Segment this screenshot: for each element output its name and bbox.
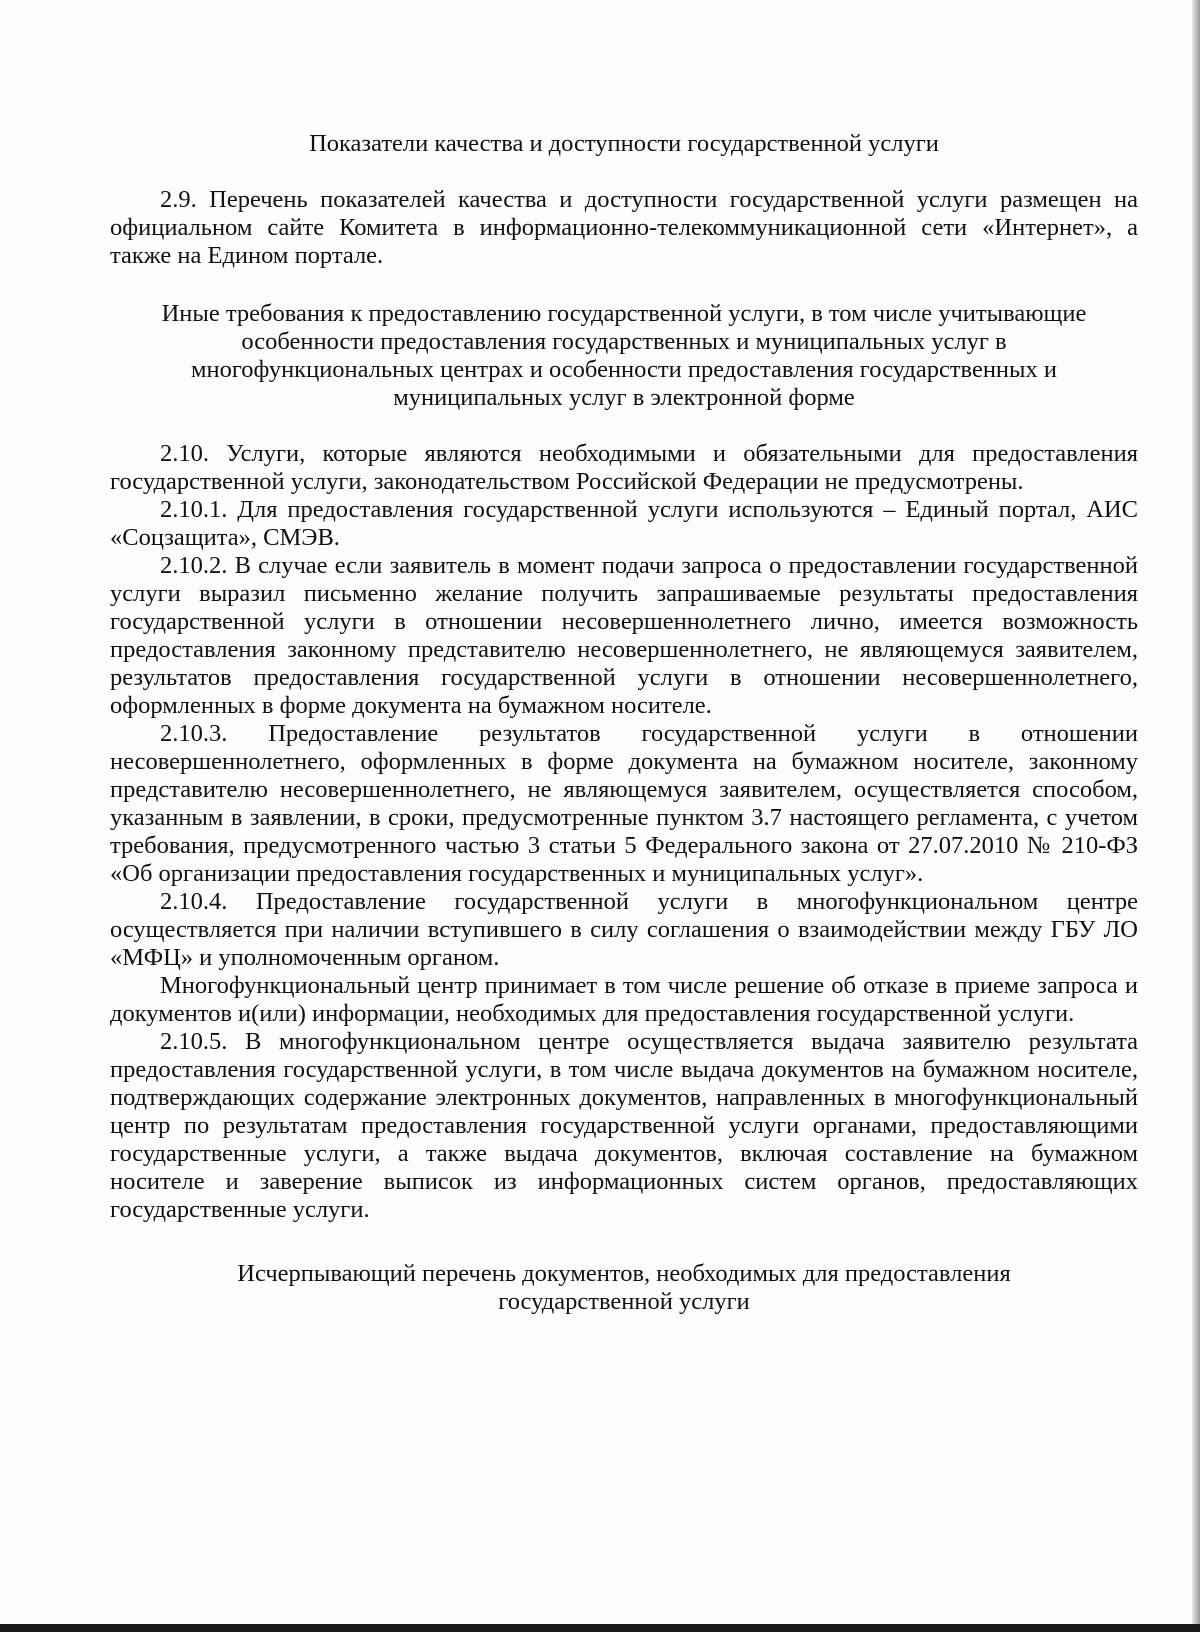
heading-other-requirements: Иные требования к предоставлению государственной услуги, в том числе учитывающие особенности предоставления государственных и муниципальных услуг в многофункциональных центрах и особенности предоставления государственных и муниципальных услуг в электронной форме [161, 300, 1087, 411]
paragraph-2-9: 2.9. Перечень показателей качества и доступности государственной услуги размещен на официальном сайте Комитета в информационно-телекоммуникационной сети «Интернет», а также на Едином портале. [110, 186, 1138, 269]
paragraph-2-10-4: 2.10.4. Предоставление государственной услуги в многофункциональном центре осуществляется при наличии вступившего в силу соглашения о взаимодействии между ГБУ ЛО «МФЦ» и уполномоченным органом. [110, 888, 1138, 971]
heading-quality: Показатели качества и доступности государственной услуги [309, 130, 939, 157]
document-body [110, 130, 1138, 1316]
scan-edge-bottom [0, 1624, 1200, 1632]
paragraph-2-10-1: 2.10.1. Для предоставления государственной услуги используются – Единый портал, АИС «Соцзащита», СМЭВ. [110, 496, 1138, 551]
paragraph-2-10: 2.10. Услуги, которые являются необходимыми и обязательными для предоставления государственной услуги, законодательством Российской Федерации не предусмотрены. [110, 440, 1138, 495]
paragraph-mfc: Многофункциональный центр принимает в том числе решение об отказе в приеме запроса и документов и(или) информации, необходимых для предоставления государственной услуги. [110, 972, 1138, 1027]
scan-edge-right [1192, 0, 1200, 1632]
paragraph-2-10-5: 2.10.5. В многофункциональном центре осуществляется выдача заявителю результата предоставления государственной услуги, в том числе выдача документов на бумажном носителе, подтверждающих содержание электронных документов, направленных в многофункциональный центр по результатам предоставления государственной услуги органами, предоставляющими государственные услуги, а также выдача документов, включая составление на бумажном носителе и заверение выписок из информационных систем органов, предоставляющих государственные услуги. [110, 1028, 1138, 1223]
paragraph-2-10-3: 2.10.3. Предоставление результатов государственной услуги в отношении несовершеннолетнего, оформленных в форме документа на бумажном носителе, законному представителю несовершеннолетнего, не являющемуся заявителем, осуществляется способом, указанным в заявлении, в сроки, предусмотренные пунктом 3.7 настоящего регламента, с учетом требования, предусмотренного частью 3 статьи 5 Федерального закона от 27.07.2010 № 210-ФЗ «Об организации предоставления государственных и муниципальных услуг». [110, 720, 1138, 887]
heading-documents-list: Исчерпывающий перечень документов, необходимых для предоставления государственной услуги [237, 1260, 1011, 1315]
paragraph-2-10-2: 2.10.2. В случае если заявитель в момент подачи запроса о предоставлении государственной услуги выразил письменно желание получить запрашиваемые результаты предоставления государственной услуги в отношении несовершеннолетнего лично, имеется возможность предоставления законному представителю несовершеннолетнего, не являющемуся заявителем, результатов предоставления государственной услуги в отношении несовершеннолетнего, оформленных в форме документа на бумажном носителе. [110, 552, 1138, 719]
